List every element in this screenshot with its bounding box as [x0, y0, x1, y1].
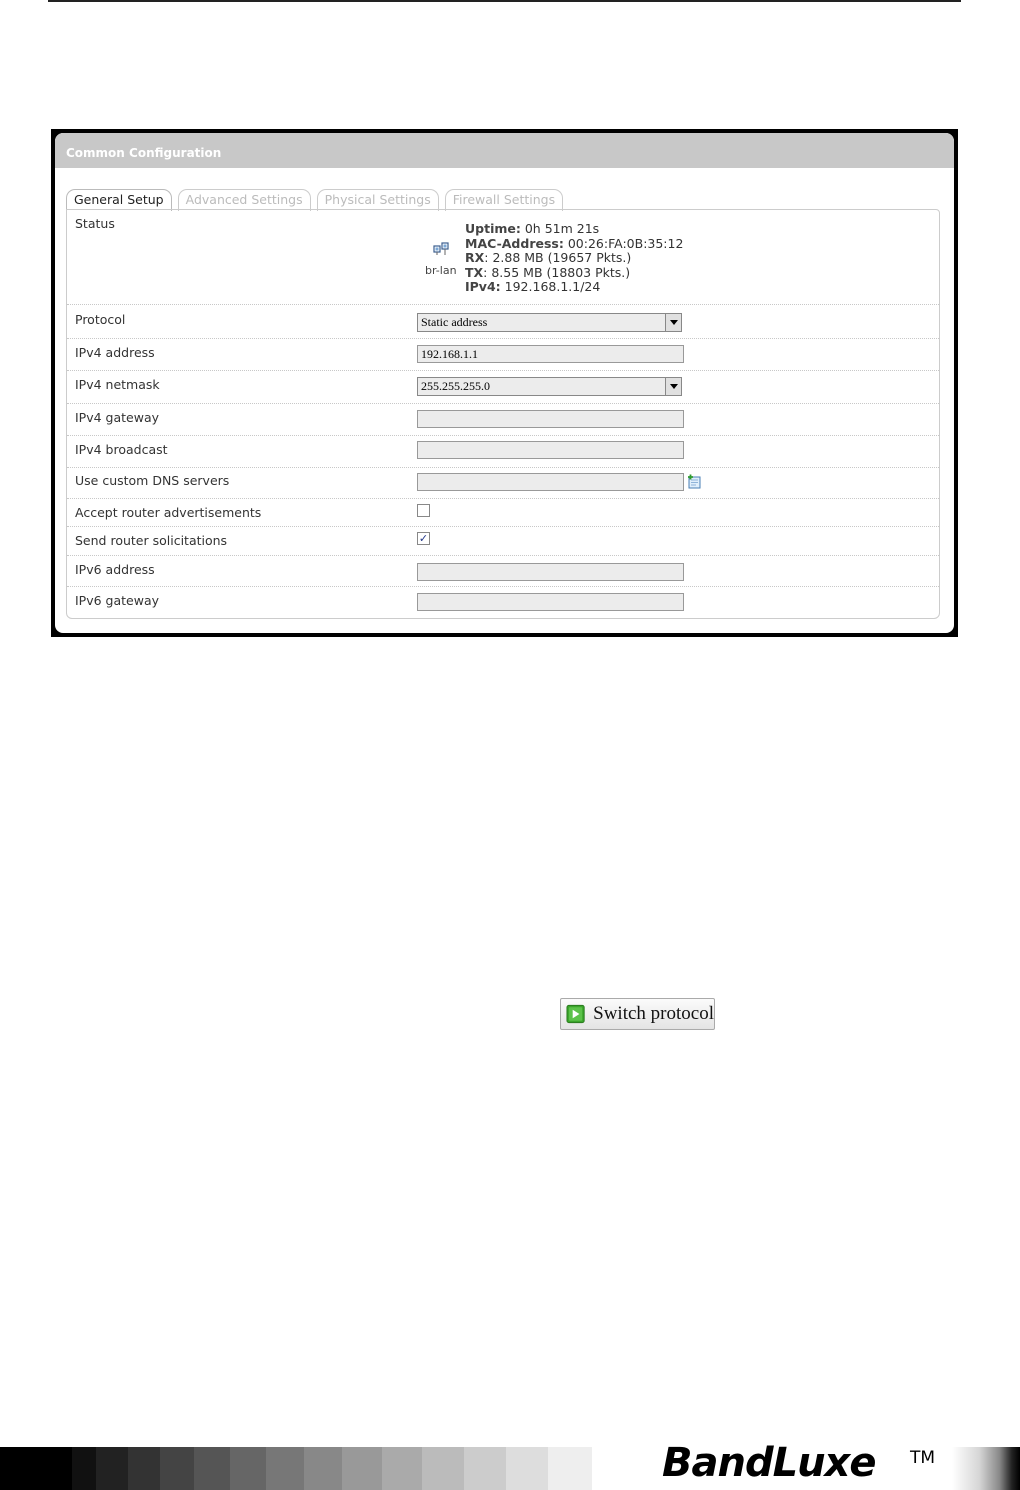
accept-ra-checkbox[interactable] [417, 504, 430, 517]
ipv6-gateway-row [67, 587, 939, 618]
ipv4-gateway-row [67, 404, 939, 436]
ipv4-broadcast-input[interactable] [417, 441, 684, 459]
ipv4-gateway-label: IPv4 gateway [75, 410, 160, 425]
chevron-down-icon[interactable] [665, 314, 681, 331]
ipv4-address-input[interactable]: 192.168.1.1 [417, 345, 684, 363]
footer-right-gradient [952, 1447, 1020, 1490]
uptime-label: Uptime: [465, 221, 521, 236]
send-rs-row [67, 527, 939, 556]
tab-general-setup[interactable]: General Setup [66, 189, 172, 211]
top-rule [48, 0, 961, 2]
bandluxe-logo: BandLuxe [662, 1440, 876, 1486]
accept-ra-row [67, 499, 939, 527]
ipv4-broadcast-field [417, 441, 684, 459]
interface-name: br-lan [425, 264, 457, 277]
play-icon [566, 1004, 585, 1024]
send-rs-checkbox[interactable]: ✓ [418, 532, 429, 545]
ipv6-gateway-label: IPv6 gateway [75, 593, 160, 608]
accept-ra-field [417, 504, 430, 517]
ipv6-address-label: IPv6 address [75, 562, 155, 577]
add-entry-icon[interactable] [687, 474, 702, 489]
rx-label: RX [465, 250, 485, 266]
trademark-mark: TM [910, 1448, 936, 1468]
tab-physical-settings[interactable]: Physical Settings [317, 189, 439, 211]
custom-dns-label: Use custom DNS servers [75, 473, 230, 488]
general-setup-form [66, 209, 940, 619]
ipv4-address-field [417, 345, 684, 363]
ipv4-gateway-field [417, 410, 684, 428]
rx-value: : 2.88 MB (19657 Pkts.) [484, 250, 632, 266]
config-screenshot-frame [51, 129, 958, 637]
ipv4-label: IPv4: [465, 279, 501, 295]
panel-title: Common Configuration [55, 133, 954, 168]
switch-protocol-label: Switch protocol [593, 1003, 714, 1024]
ipv4-netmask-value: 255.255.255.0 [421, 379, 490, 393]
network-interface-icon [433, 242, 449, 256]
protocol-label: Protocol [75, 312, 126, 327]
mac-label: MAC-Address: [465, 235, 564, 251]
protocol-row [67, 305, 939, 339]
uptime-value: 0h 51m 21s [524, 221, 600, 236]
protocol-field [417, 313, 682, 332]
ipv4-netmask-label: IPv4 netmask [75, 377, 160, 392]
tx-label: TX [465, 264, 484, 280]
custom-dns-input[interactable] [417, 473, 684, 491]
custom-dns-field [417, 473, 684, 491]
ipv4-netmask-field [417, 377, 682, 396]
accept-ra-label: Accept router advertisements [75, 505, 262, 520]
ipv4-gateway-input[interactable] [417, 410, 684, 428]
ipv6-address-input[interactable] [417, 563, 684, 581]
tab-advanced-settings[interactable]: Advanced Settings [178, 189, 311, 211]
ipv4-netmask-row [67, 371, 939, 404]
protocol-select[interactable] [417, 313, 682, 332]
tab-firewall-settings[interactable]: Firewall Settings [445, 189, 563, 211]
ipv4-broadcast-label: IPv4 broadcast [75, 442, 168, 457]
status-label: Status [75, 216, 115, 231]
chevron-down-icon[interactable] [665, 378, 681, 395]
ipv6-gateway-input[interactable] [417, 593, 684, 611]
ipv4-address-row [67, 339, 939, 371]
common-configuration-panel [55, 133, 954, 633]
footer-gray-strip [0, 1447, 592, 1490]
protocol-value: Static address [421, 315, 488, 329]
tx-value: : 8.55 MB (18803 Pkts.) [483, 264, 631, 280]
send-rs-label: Send router solicitations [75, 533, 228, 548]
ipv4-value: 192.168.1.1/24 [504, 279, 601, 295]
send-rs-field [417, 532, 430, 545]
switch-protocol-button[interactable] [560, 998, 715, 1030]
mac-value: 00:26:FA:0B:35:12 [567, 235, 684, 251]
ipv6-address-row [67, 556, 939, 587]
custom-dns-row [67, 468, 939, 499]
ipv6-gateway-field [417, 593, 684, 611]
ipv4-address-label: IPv4 address [75, 345, 155, 360]
ipv4-netmask-select[interactable] [417, 377, 682, 396]
ipv6-address-field [417, 563, 684, 581]
tab-bar [66, 189, 563, 211]
status-details [465, 222, 683, 295]
ipv4-broadcast-row [67, 436, 939, 468]
status-row [67, 210, 939, 305]
